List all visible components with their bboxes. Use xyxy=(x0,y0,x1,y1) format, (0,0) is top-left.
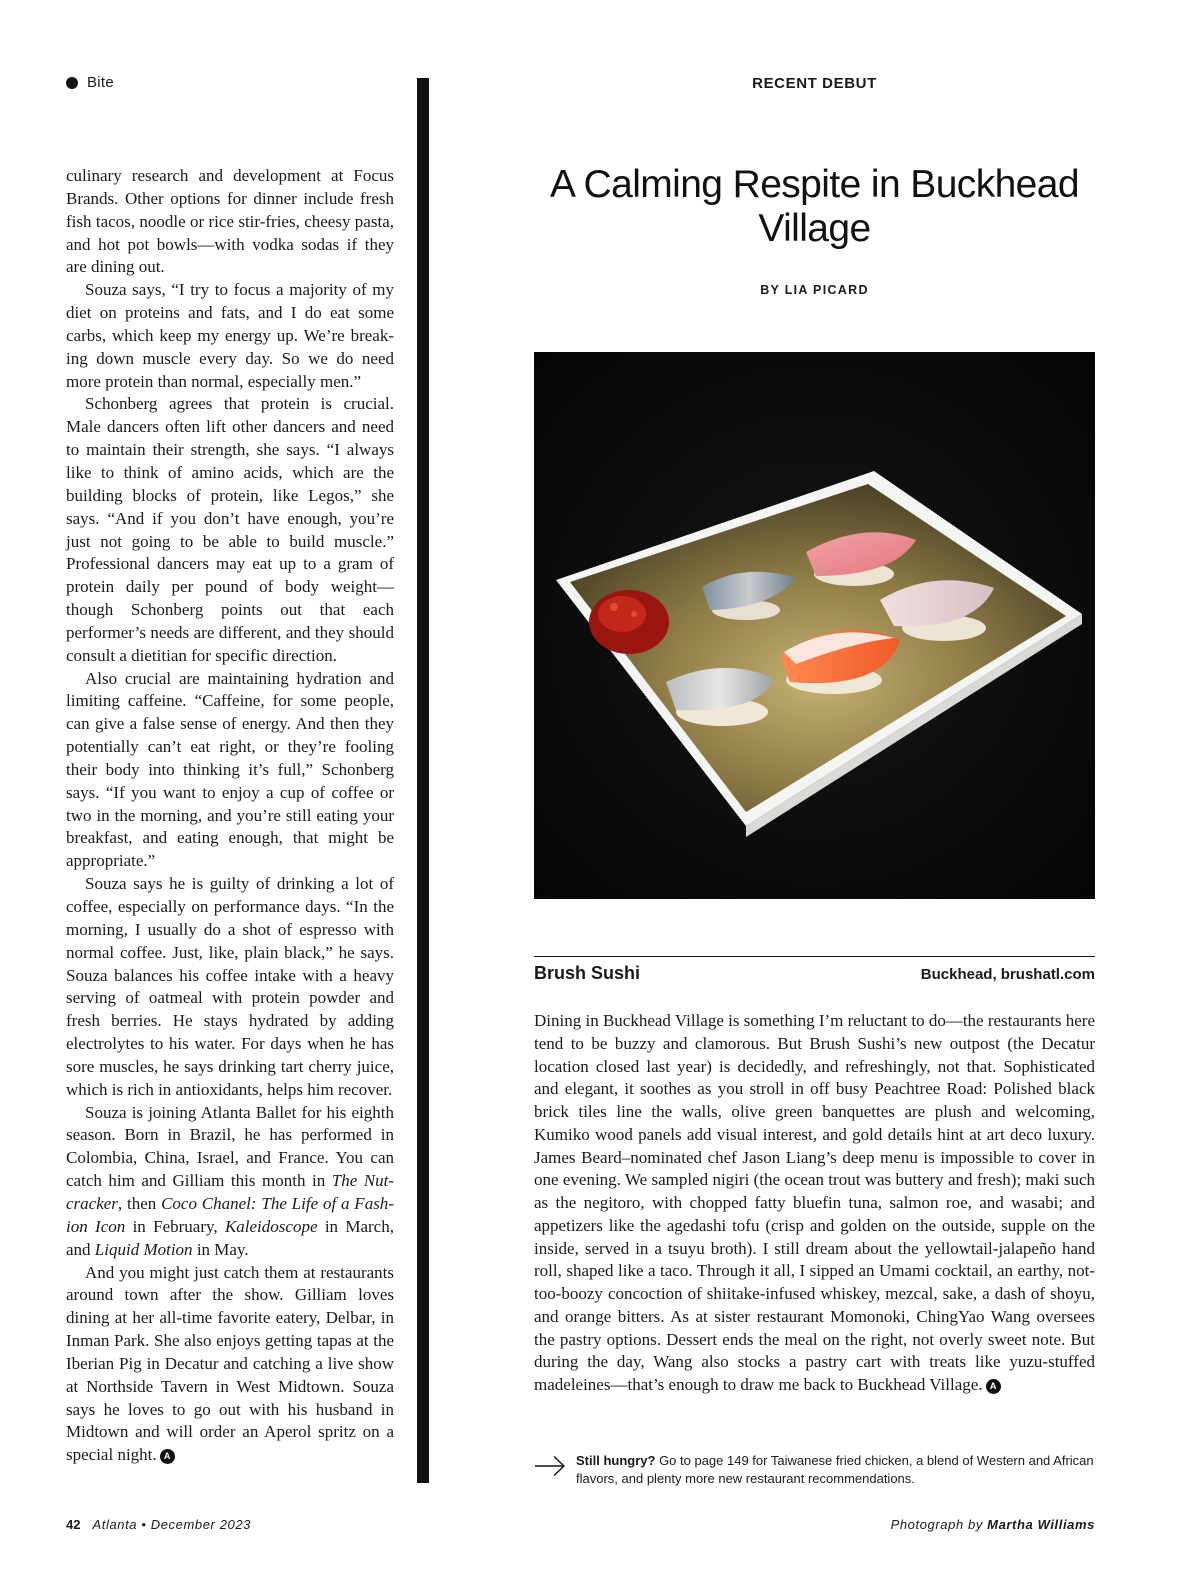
paragraph: Souza says he is guilty of drinking a lot of coffee, especially on performance days. “In the morning, I usually do a shot of espresso with normal coffee. Just, like, plain black,” he says. Souza balances his coffee intake with a heavy serving of oatmeal with protein powder and fresh berries. He stays hydrated by adding electrolytes to his water. For days when he has sore muscles, he says drinking tart cherry juice, which is rich in antioxidants, helps him recover. xyxy=(66,874,394,1099)
show-title: Coco Chanel: The Life of a Fashion Icon xyxy=(66,1193,394,1236)
paragraph: culinary research and development at Focus Brands. Other options for dinner include fresh fish tacos, noodle or rice stir-fries, cheesy pasta, and hot pot bowls—with vodka sodas if they are dining out. xyxy=(66,166,394,277)
paragraph xyxy=(66,1102,394,1262)
headline: A Calming Respite in Buckhead Village xyxy=(550,163,1079,250)
text-run: Dining in Buckhead Village is something I’m reluctant to do—the restaurants here tend to be buzzy and clamorous. But Brush Sushi’s new outpost (the Decatur location closed last year) is decidedly, and refreshingly, not that. Sophisticated and elegant, it soothes as you stroll in off busy Peachtree Road: Polished black brick tiles line the walls, olive green banquettes are plush and welcoming, Kumiko wood panels add visual interest, and gold details hint at art deco luxury. James Beard–nominated chef Jason Liang’s deep menu is impossible to cover in one evening. We sampled nigiri (the ocean trout was buttery and fresh); maki such as the negitoro, with chopped fatty bluefin tuna, salmon roe, and wasabi; and appetizers like the agedashi tofu (crisp and golden on the outside, supple on the inside, served in a tsuyu broth). I still dream about the yellowtail-jalapeño hand roll, shaped like a taco. Through it all, I sipped an Umami cocktail, an earthy, not-too-boozy concoction of shiitake-infused whiskey, mezcal, sake, a dash of shoyu, and orange bitters. As at sister restaurant Momonoki, ChingYao Wang oversees the pastry options. Dessert ends the meal on the right, not overly sweet note. But during the day, Wang also stocks a pastry cart with treats like yuzu-stuffed madeleines—that’s enough to draw me back to Buckhead Village. xyxy=(534,1011,1095,1394)
text-run: in March, and xyxy=(66,1216,394,1259)
folio xyxy=(66,1517,251,1532)
publication-date: Atlanta • December 2023 xyxy=(92,1517,252,1532)
text-run: in May. xyxy=(192,1239,249,1259)
still-hungry-callout xyxy=(534,1452,1095,1487)
kicker: RECENT DEBUT xyxy=(752,75,877,92)
arrow-right-icon xyxy=(534,1455,566,1477)
callout-text xyxy=(576,1452,1095,1487)
paragraph: Also crucial are maintaining hydration and limiting caffeine. “Caffeine, for some people, can give a false sense of energy. And then they potentially can’t eat right, or they’re fooling their body into thinking it’s full,” Schonberg says. “If you want to enjoy a cup of coffee or two in the morning, and you’re still eating your breakfast, and eating enough, that might be appropriate.” xyxy=(66,668,394,871)
photo-credit xyxy=(891,1517,1095,1532)
section-label: Bite xyxy=(87,74,115,91)
column-divider xyxy=(417,78,429,1483)
section-tag xyxy=(66,74,114,91)
review-body xyxy=(534,1010,1095,1397)
bullet-dot-icon xyxy=(66,77,78,89)
paragraph: Schonberg agrees that protein is crucial. Male dancers often lift other dancers and need to maintain their strength, she says. “I always like to think of amino acids, which are the building blocks of protein, like Legos,” she says. “And if you don’t have enough, you’re just not going to be able to build muscle.” Professional dancers may eat up to a gram of protein daily per pound of body weight—though Schonberg points out that each performer’s needs are different, and they should consult a dietitian for specific direction. xyxy=(66,394,394,665)
paragraph: Souza says, “I try to focus a majority of my diet on proteins and fats, and I do eat some carbs, which keep my energy up. We’re breaking down muscle every day. So we do need more protein than normal, especially men.” xyxy=(66,280,394,391)
show-title: The Nutcracker xyxy=(66,1171,394,1213)
end-mark-icon: A xyxy=(160,1449,175,1464)
text-run: And you might just catch them at restaurants around town after the show. Gilliam loves dining at her all-time favorite eatery, Delbar, in Inman Park. She also enjoys getting tapas at the Iberian Pig in Decatur and catching a live show at Northside Tavern in West Midtown. Souza says he loves to go out with his husband in Midtown and will order an Aperol spritz on a special night. xyxy=(66,1262,394,1465)
photographer-name: Martha Williams xyxy=(987,1517,1095,1532)
show-title: Kaleidoscope xyxy=(224,1216,318,1236)
left-column-text xyxy=(66,165,394,1467)
text-run: , then xyxy=(117,1193,162,1213)
show-title: Liquid Motion xyxy=(94,1239,193,1259)
text-run: Go to page 149 for Taiwanese fried chicken, a blend of Western and African flavors, and plenty more new restaurant recommendations. xyxy=(576,1453,1094,1486)
text-run: Souza is joining Atlanta Ballet for his eighth season. Born in Brazil, he has performed in Colombia, China, Israel, and France. You can catch him and Gilliam this month in xyxy=(66,1102,394,1191)
page-number: 42 xyxy=(66,1517,81,1532)
text-run: in February, xyxy=(125,1216,225,1236)
callout-lead: Still hungry? xyxy=(576,1453,656,1468)
info-divider xyxy=(534,956,1095,957)
restaurant-name: Brush Sushi xyxy=(534,963,641,983)
restaurant-info: Buckhead, brushatl.com xyxy=(920,966,1095,983)
sushi-photo xyxy=(534,352,1095,899)
end-mark-icon: A xyxy=(986,1379,1001,1394)
paragraph xyxy=(66,1262,394,1468)
credit-prefix: Photograph by xyxy=(890,1517,988,1532)
byline: BY LIA PICARD xyxy=(760,283,869,297)
